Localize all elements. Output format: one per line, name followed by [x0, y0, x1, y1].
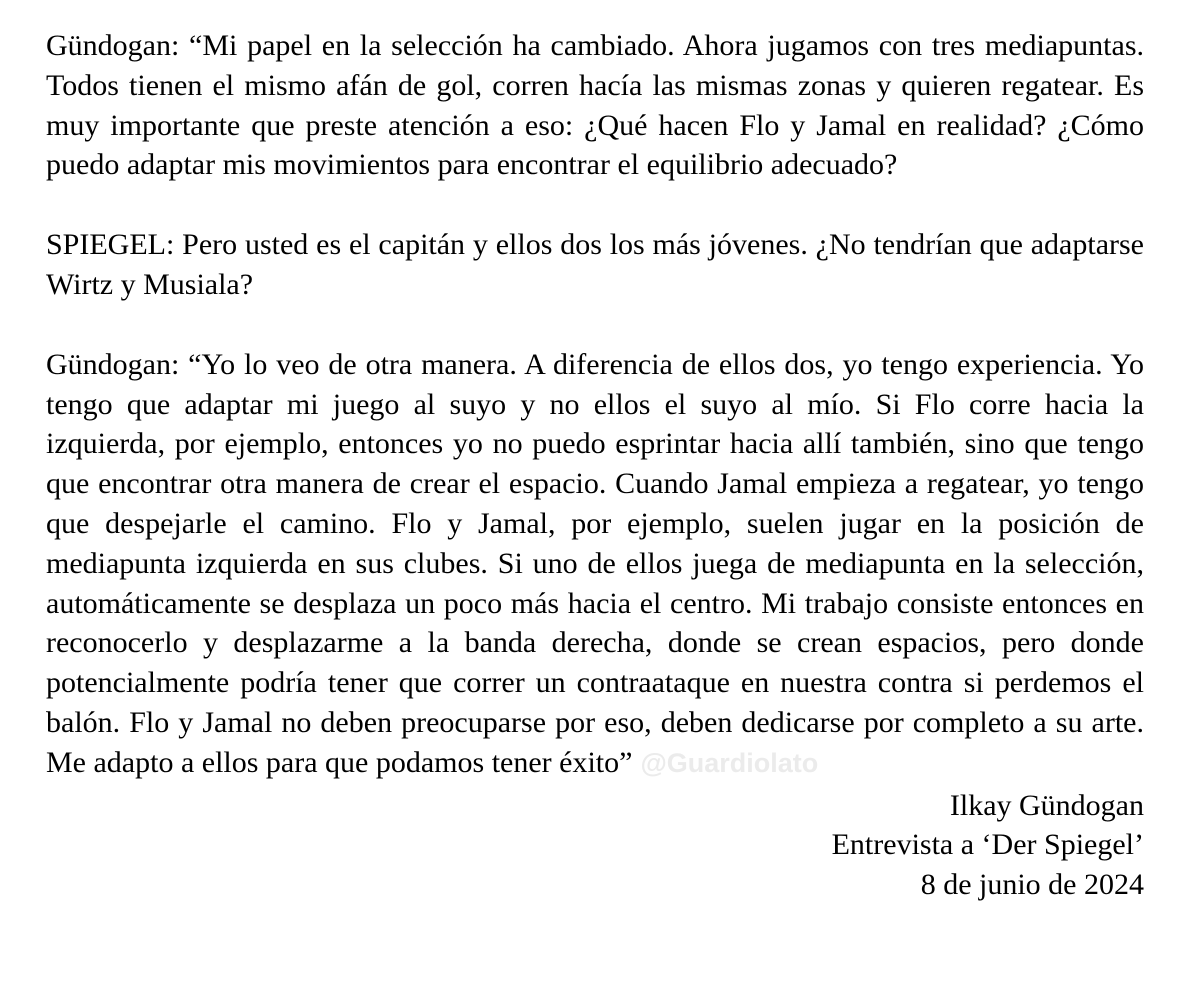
signature-block — [46, 786, 1144, 905]
signature-source: Entrevista a ‘Der Spiegel’ — [831, 828, 1144, 862]
signature-name: Ilkay Gündogan — [949, 788, 1144, 822]
paragraph-gundogan-2 — [46, 345, 1144, 784]
paragraph-spiegel-question: SPIEGEL: Pero usted es el capitán y ellos dos los más jóvenes. ¿No tendrían que adaptarse Wirtz y Musiala? — [46, 228, 1144, 301]
watermark: @Guardiolato — [640, 747, 819, 778]
paragraph-gundogan-2-text: Gündogan: “Yo lo veo de otra manera. A diferencia de ellos dos, yo tengo experiencia. Yo tengo que adaptar mi juego al suyo y no ellos el suyo al mío. Si Flo corre hacia la izquierda, por ejemplo, entonces yo no puedo esprintar hacia allí también, sino que tengo que encontrar otra manera de crear el espacio. Cuando Jamal empieza a regatear, yo tengo que despejarle el camino. Flo y Jamal, por ejemplo, suelen jugar en la posición de mediapunta izquierda en sus clubes. Si uno de ellos juega de mediapunta en la selección, automáticamente se desplaza un poco más hacia el centro. Mi trabajo consiste entonces en reconocerlo y desplazarme a la banda derecha, donde se crean espacios, pero donde potencialmente podría tener que correr un contraataque en nuestra contra si perdemos el balón. Flo y Jamal no deben preocuparse por eso, deben dedicarse por completo a su arte. Me adapto a ellos para que podamos tener éxito” — [46, 347, 1144, 779]
document-page — [46, 26, 1144, 905]
signature-date: 8 de junio de 2024 — [920, 868, 1144, 902]
paragraph-gundogan-1: Gündogan: “Mi papel en la selección ha cambiado. Ahora jugamos con tres mediapuntas. Todos tienen el mismo afán de gol, corren hacía las mismas zonas y quieren regatear. Es muy importante que preste atención a eso: ¿Qué hacen Flo y Jamal en realidad? ¿Cómo puedo adaptar mis movimientos para encontrar el equilibrio adecuado? — [46, 29, 1144, 182]
